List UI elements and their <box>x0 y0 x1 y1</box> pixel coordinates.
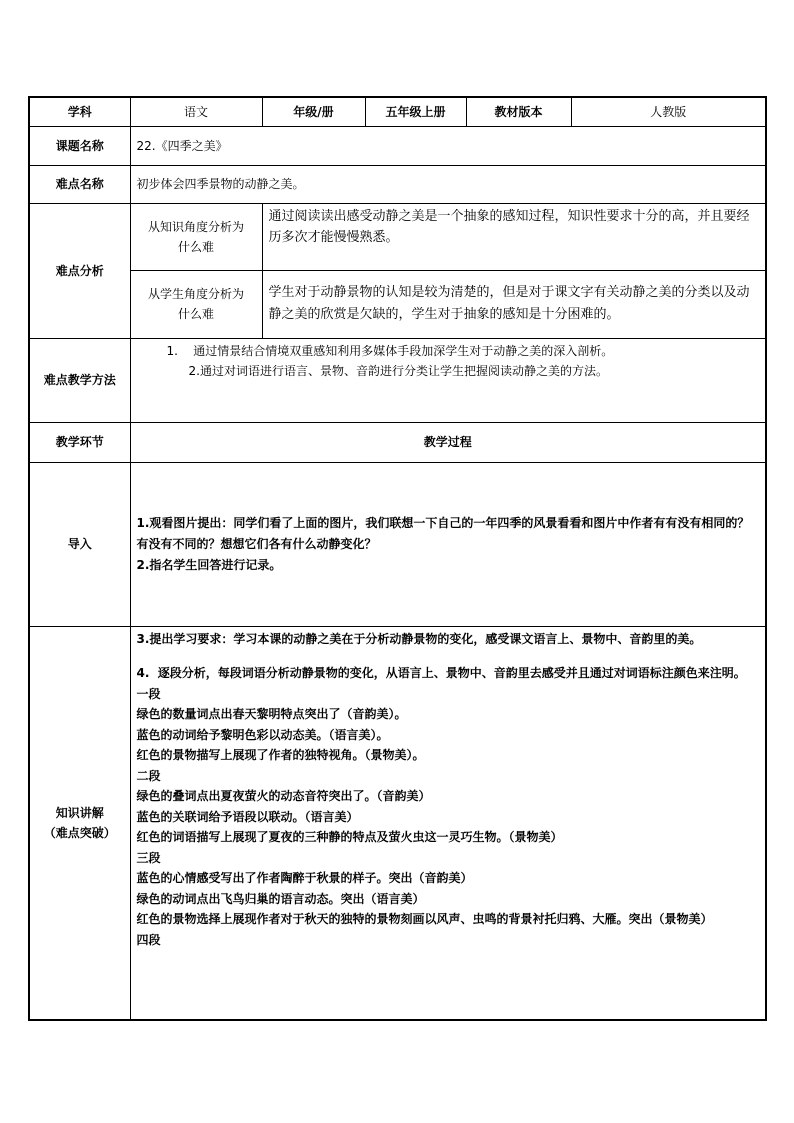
knowledge-line: 4. 逐段分析，每段词语分析动静景物的变化，从语言上、景物中、音韵里去感受并且通过对词语标注颜色来注明。 <box>136 666 746 680</box>
analysis-knowledge-row <box>29 203 766 270</box>
analysis-student-row <box>29 270 766 338</box>
knowledge-row <box>29 626 766 1020</box>
lesson-plan-page <box>28 96 765 1021</box>
knowledge-content <box>130 626 766 1020</box>
lesson-value: 22.《四季之美》 <box>130 126 766 165</box>
knowledge-line: 绿色的动词点出飞鸟归巢的语言动态。突出（语言美） <box>136 891 425 906</box>
knowledge-label <box>29 626 130 1020</box>
knowledge-line: 红色的词语描写上展现了夏夜的三种静的特点及萤火虫这一灵巧生物。（景物美） <box>136 830 563 844</box>
knowledge-line: 蓝色的心情感受写出了作者陶醉于秋景的样子。突出（音韵美） <box>136 871 473 885</box>
header-row <box>29 97 766 126</box>
method-line-2: 2.通过对词语进行语言、景物、音韵进行分类让学生把握阅读动静之美的方法。 <box>188 363 608 378</box>
knowledge-line: 蓝色的动词给予黎明色彩以动态美。（语言美）。 <box>136 727 389 742</box>
difficulty-row <box>29 165 766 203</box>
lesson-label: 课题名称 <box>29 126 130 165</box>
difficulty-value: 初步体会四季景物的动静之美。 <box>130 165 766 203</box>
method-line-1: 1. 通过情景结合情境双重感知利用多媒体手段加深学生对于动静之美的深入剖析。 <box>166 343 614 358</box>
student-angle-label: 从学生角度分析为什么难 <box>130 270 262 338</box>
knowledge-section-heading: 二段 <box>136 768 161 783</box>
knowledge-blank-line <box>137 649 760 663</box>
knowledge-line: 红色的景物选择上展现作者对于秋天的独特的景物刻画以风声、虫鸣的背景衬托归鸦、大雁。突出（景物美） <box>136 912 713 926</box>
lesson-plan-table <box>28 96 767 1021</box>
intro-label: 导入 <box>29 462 130 626</box>
method-label: 难点教学方法 <box>29 338 130 422</box>
knowledge-section-heading: 三段 <box>136 850 161 865</box>
intro-line-2: 2.指名学生回答进行记录。 <box>136 557 282 572</box>
knowledge-angle-text: 通过阅读读出感受动静之美是一个抽象的感知过程，知识性要求十分的高，并且要经历多次才能慢慢熟悉。 <box>262 203 766 270</box>
knowledge-section-heading: 四段 <box>136 932 161 947</box>
subject-label: 学科 <box>29 97 130 126</box>
process-step-label: 教学环节 <box>29 422 130 462</box>
knowledge-section-heading: 一段 <box>136 686 161 701</box>
knowledge-line: 蓝色的关联词给予语段以联动。（语言美） <box>136 809 359 824</box>
analysis-label: 难点分析 <box>29 203 130 338</box>
student-angle-text: 学生对于动静景物的认知是较为清楚的，但是对于课文字有关动静之美的分类以及动静之美的欣赏是欠缺的，学生对于抽象的感知是十分困难的。 <box>262 270 766 338</box>
grade-label: 年级/册 <box>262 97 365 126</box>
process-label: 教学过程 <box>130 422 766 462</box>
method-row <box>29 338 766 422</box>
process-header-row <box>29 422 766 462</box>
knowledge-label-line-1: 知识讲解 <box>55 805 104 820</box>
knowledge-line: 3.提出学习要求：学习本课的动静之美在于分析动静景物的变化，感受课文语言上、景物中、音韵里的美。 <box>136 631 702 646</box>
method-content <box>130 338 766 422</box>
knowledge-angle-label: 从知识角度分析为什么难 <box>130 203 262 270</box>
grade-value: 五年级上册 <box>365 97 466 126</box>
knowledge-line: 绿色的数量词点出春天黎明特点突出了（音韵美）。 <box>136 707 407 721</box>
knowledge-line: 绿色的叠词点出夏夜萤火的动态音符突出了。（音韵美） <box>136 789 431 803</box>
edition-label: 教材版本 <box>466 97 571 126</box>
edition-value: 人教版 <box>571 97 766 126</box>
difficulty-label: 难点名称 <box>29 165 130 203</box>
intro-row <box>29 462 766 626</box>
subject-value: 语文 <box>130 97 262 126</box>
knowledge-line: 红色的景物描写上展现了作者的独特视角。（景物美）。 <box>136 748 425 762</box>
intro-line-1: 1.观看图片提出：同学们看了上面的图片，我们联想一下自己的一年四季的风景看看和图片中作者有有没有相同的？有没有不同的？想想它们各有什么动静变化？ <box>136 515 750 551</box>
knowledge-label-line-2: （难点突破） <box>43 825 116 840</box>
lesson-row <box>29 126 766 165</box>
intro-content <box>130 462 766 626</box>
